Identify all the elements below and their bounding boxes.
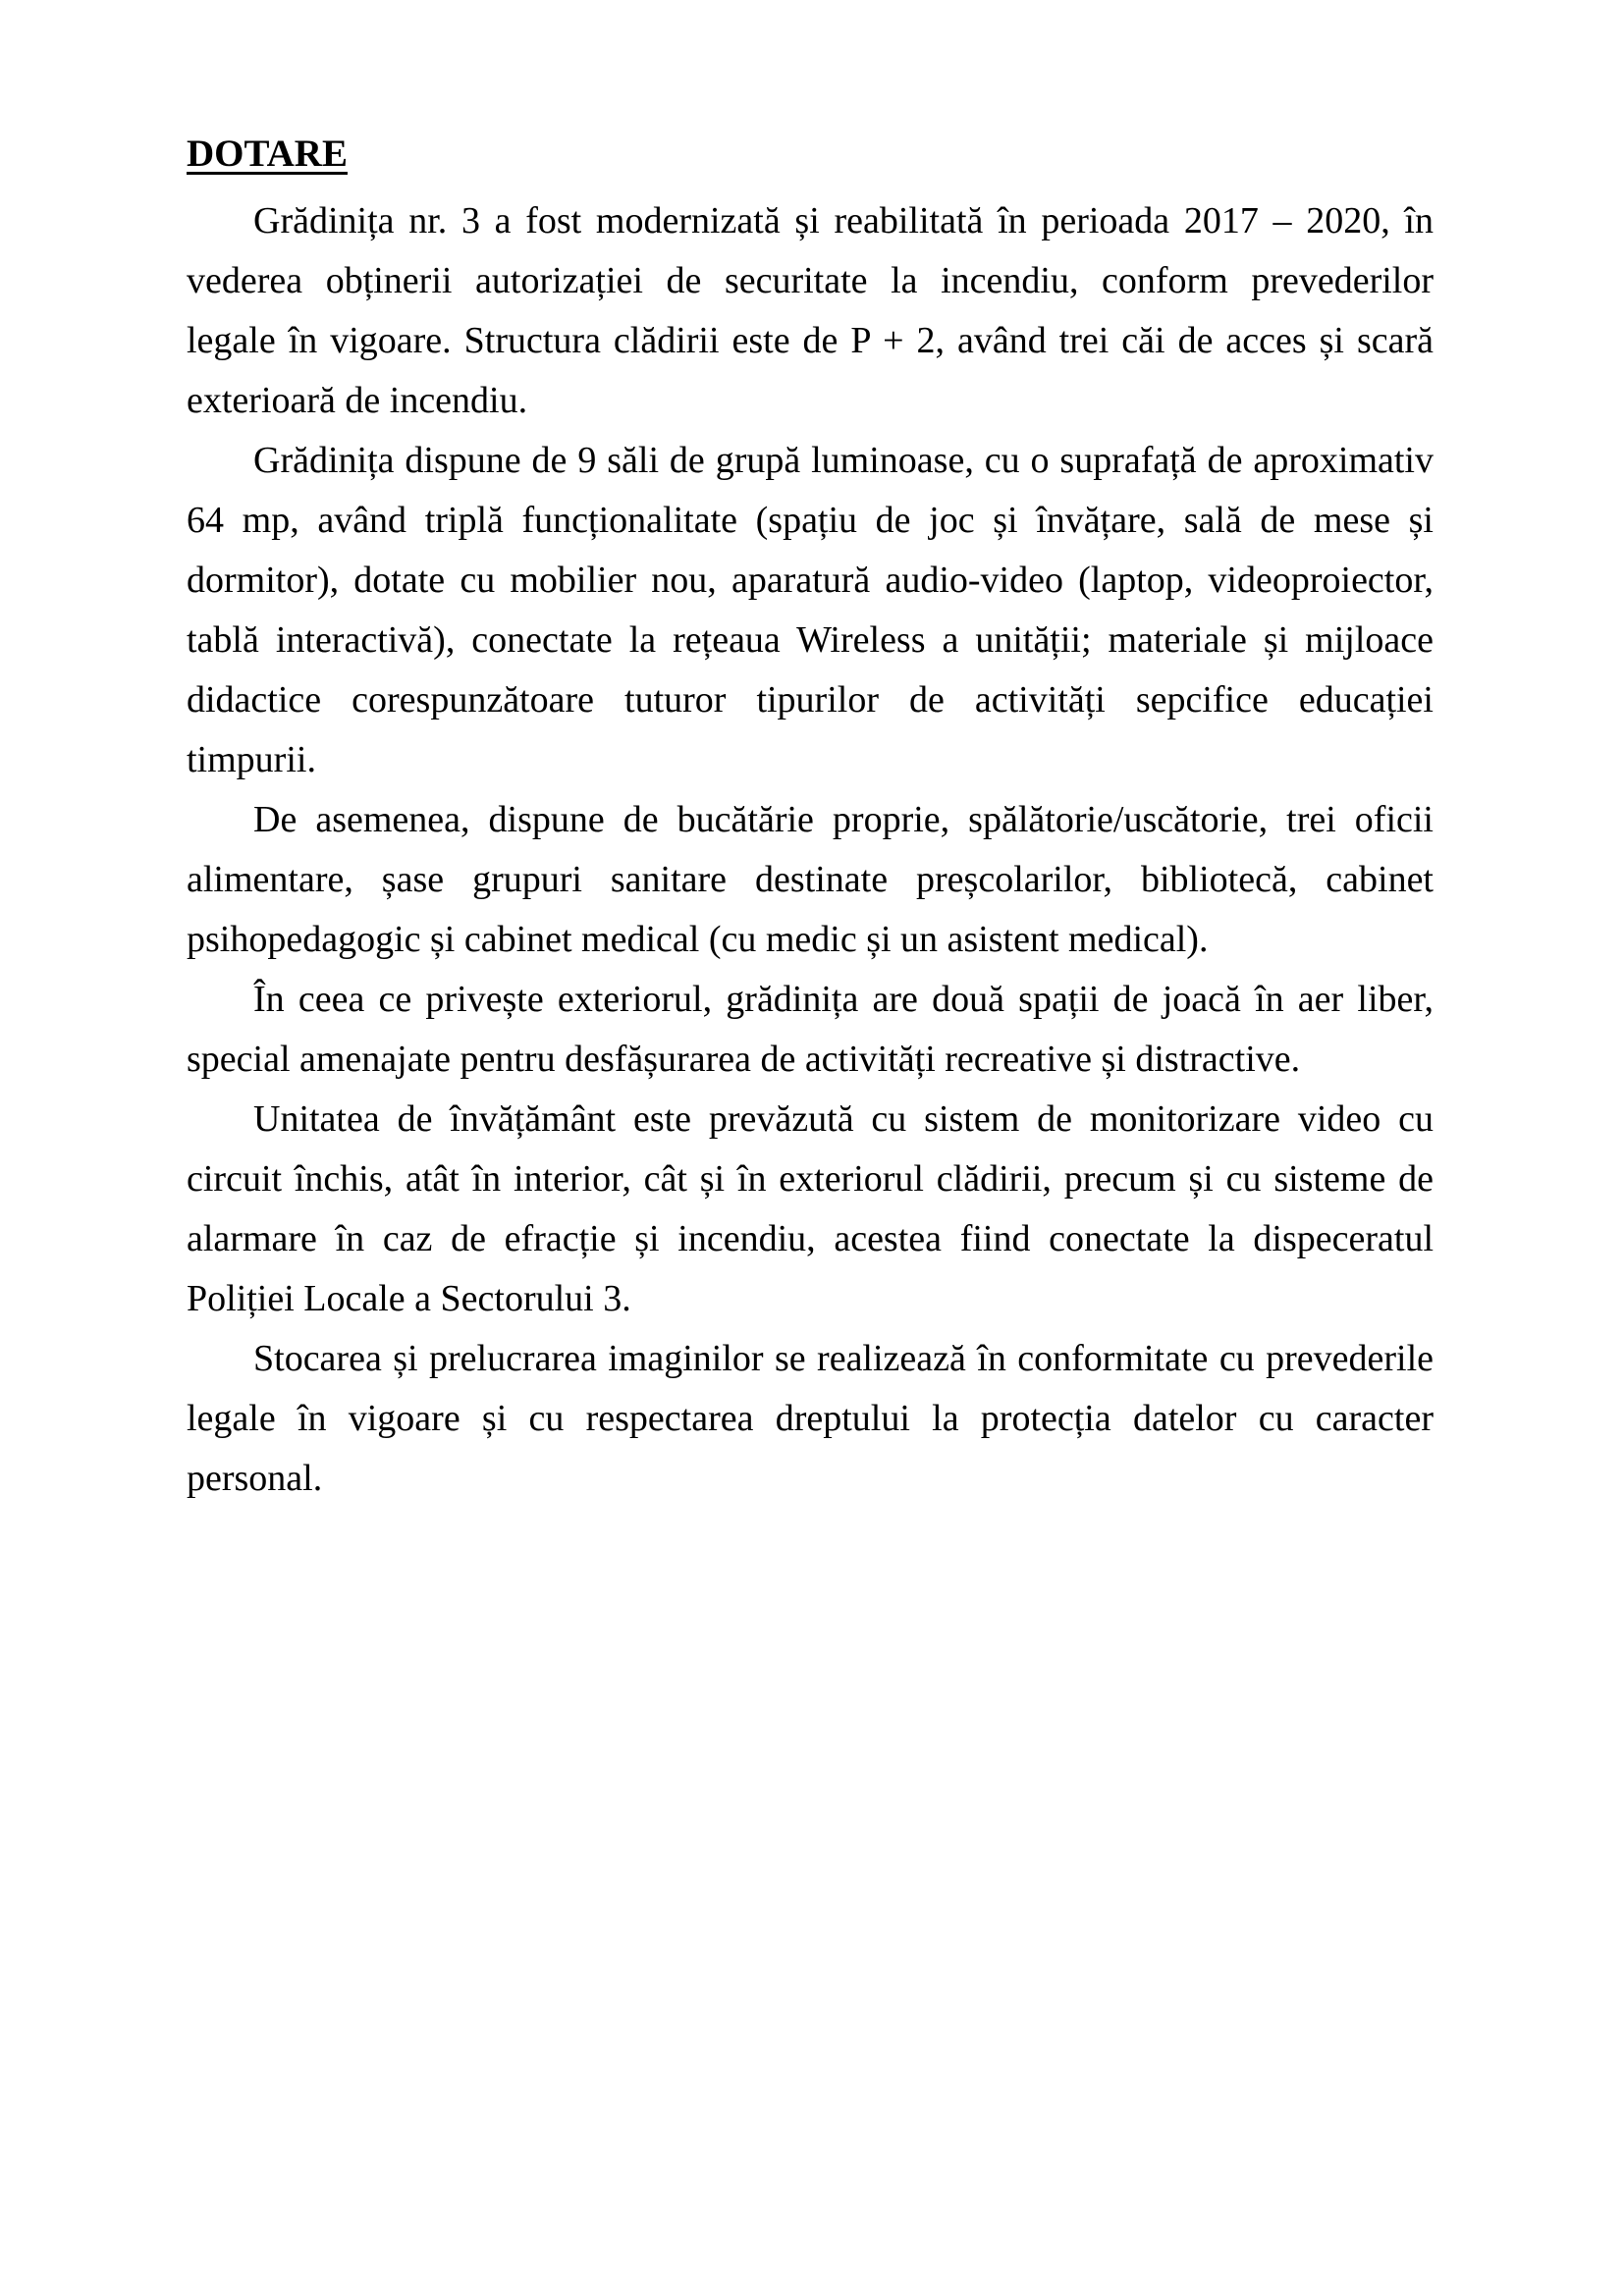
text-line: Grădinița nr. 3 a fost modernizată și reabilitată în perioada 2017 – 2020, în [253,200,1434,241]
paragraph [187,1329,1434,1509]
text-line: tablă interactivă), conectate la rețeaua Wireless a unității; materiale și mijloace [187,619,1434,661]
text-line: alarmare în caz de efracție și incendiu, acestea fiind conectate la dispeceratul [187,1218,1434,1259]
text-line: Stocarea și prelucrarea imaginilor se realizează în conformitate cu prevederile [253,1338,1434,1379]
text-line: De asemenea, dispune de bucătărie proprie, spălătorie/uscătorie, trei oficii [253,799,1434,840]
text-line: 64 mp, având triplă funcționalitate (spațiu de joc și învățare, sală de mese și [187,500,1434,541]
document-content [187,124,1434,1509]
text-line: legale în vigoare. Structura clădirii este de P + 2, având trei căi de acces și scară [187,320,1434,361]
document-body [187,191,1434,1509]
text-line: circuit închis, atât în interior, cât și în exteriorul clădirii, precum și cu sisteme de [187,1158,1434,1200]
text-line: legale în vigoare și cu respectarea dreptului la protecția datelor cu caracter [187,1398,1434,1439]
text-line: special amenajate pentru desfășurarea de activități recreative și distractive. [187,1039,1301,1080]
paragraph [187,790,1434,970]
text-line: Unitatea de învățământ este prevăzută cu sistem de monitorizare video cu [253,1098,1434,1140]
text-line: exterioară de incendiu. [187,380,528,421]
text-line: vederea obținerii autorizației de securitate la incendiu, conform prevederilor [187,260,1434,301]
text-line: În ceea ce privește exteriorul, grădinița are două spații de joacă în aer liber, [253,979,1434,1020]
text-line: dormitor), dotate cu mobilier nou, aparatură audio-video (laptop, videoproiector, [187,560,1434,601]
text-line: Poliției Locale a Sectorului 3. [187,1278,631,1319]
text-line: psihopedagogic și cabinet medical (cu medic și un asistent medical). [187,919,1209,960]
text-line: didactice corespunzătoare tuturor tipurilor de activități sepcifice educației [187,679,1434,721]
paragraph [187,191,1434,431]
paragraph [187,431,1434,790]
paragraph [187,1090,1434,1329]
paragraph [187,970,1434,1090]
text-line: personal. [187,1458,323,1499]
text-line: timpurii. [187,739,316,780]
text-line: Grădinița dispune de 9 săli de grupă luminoase, cu o suprafață de aproximativ [253,440,1434,481]
text-line: alimentare, șase grupuri sanitare destinate preșcolarilor, bibliotecă, cabinet [187,859,1434,900]
section-heading: DOTARE [187,133,348,175]
